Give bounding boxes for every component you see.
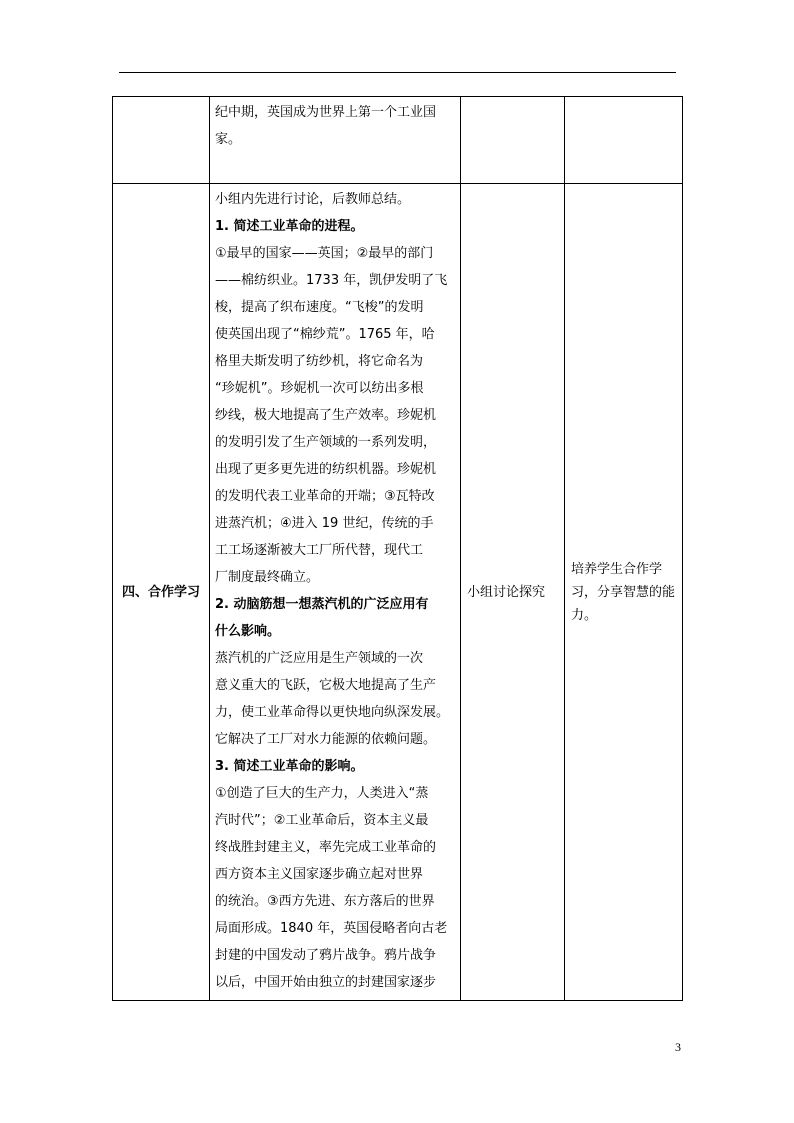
content-heading: 3. 简述工业革命的影响。 xyxy=(215,759,364,774)
stage-cell: 四、合作学习 xyxy=(113,184,210,1001)
lesson-plan-table xyxy=(112,96,683,1001)
content-heading: 什么影响。 xyxy=(215,624,281,639)
table-row xyxy=(113,97,683,184)
content-line: 力，使工业革命得以更快地向纵深发展。 xyxy=(215,705,450,720)
content-line: 进蒸汽机；④进入 19 世纪，传统的手 xyxy=(215,516,434,531)
content-line: 工工场逐渐被大工厂所代替，现代工 xyxy=(215,543,424,558)
content-line: 封建的中国发动了鸦片战争。鸦片战争 xyxy=(215,948,437,963)
content-heading: 1. 简述工业革命的进程。 xyxy=(215,219,364,234)
content-line: 蒸汽机的广泛应用是生产领域的一次 xyxy=(215,651,424,666)
content-line: 厂制度最终确立。 xyxy=(215,570,320,585)
content-line: 小组内先进行讨论，后教师总结。 xyxy=(215,192,411,207)
stage-cell-empty xyxy=(113,97,210,184)
goal-cell-empty xyxy=(565,97,683,184)
content-line: “珍妮机”。珍妮机一次可以纺出多根 xyxy=(215,381,424,396)
content-text xyxy=(210,97,460,153)
header-rule xyxy=(119,72,676,73)
content-line: 家。 xyxy=(215,132,242,147)
content-line: ①最早的国家——英国；②最早的部门 xyxy=(215,246,434,261)
content-line: 出现了更多更先进的纺织机器。珍妮机 xyxy=(215,462,437,477)
content-line: 局面形成。1840 年，英国侵略者向古老 xyxy=(215,921,448,936)
content-line: 它解决了工厂对水力能源的依赖问题。 xyxy=(215,732,437,747)
content-line: 西方资本主义国家逐步确立起对世界 xyxy=(215,867,424,882)
content-heading: 2. 动脑筋想一想蒸汽机的广泛应用有 xyxy=(215,597,429,612)
content-line: 的统治。③西方先进、东方落后的世界 xyxy=(215,894,435,909)
content-line: 意义重大的飞跃，它极大地提高了生产 xyxy=(215,678,437,693)
content-line: 的发明引发了生产领域的一系列发明， xyxy=(215,435,437,450)
content-line: 的发明代表工业革命的开端；③瓦特改 xyxy=(215,489,435,504)
content-line: 以后，中国开始由独立的封建国家逐步 xyxy=(215,975,437,990)
content-line: 纪中期，英国成为世界上第一个工业国 xyxy=(215,105,437,120)
content-line: 格里夫斯发明了纺纱机，将它命名为 xyxy=(215,354,424,369)
content-cell xyxy=(210,97,461,184)
content-line: 汽时代”；②工业革命后，资本主义最 xyxy=(215,813,429,828)
content-line: 纱线，极大地提高了生产效率。珍妮机 xyxy=(215,408,437,423)
content-line: 终战胜封建主义，率先完成工业革命的 xyxy=(215,840,437,855)
content-cell xyxy=(210,184,461,1001)
content-line: 使英国出现了“棉纱荒”。1765 年，哈 xyxy=(215,327,435,342)
content-line: ——棉纺织业。1733 年，凯伊发明了飞 xyxy=(215,273,448,288)
content-line: ①创造了巨大的生产力，人类进入“蒸 xyxy=(215,786,429,801)
table-row xyxy=(113,184,683,1001)
content-text xyxy=(210,184,460,996)
method-cell: 小组讨论探究 xyxy=(461,184,565,1001)
goal-cell: 培养学生合作学习，分享智慧的能力。 xyxy=(565,184,683,1001)
content-line: 梭，提高了织布速度。“飞梭”的发明 xyxy=(215,300,424,315)
page-number: 3 xyxy=(675,1040,681,1054)
method-cell-empty xyxy=(461,97,565,184)
